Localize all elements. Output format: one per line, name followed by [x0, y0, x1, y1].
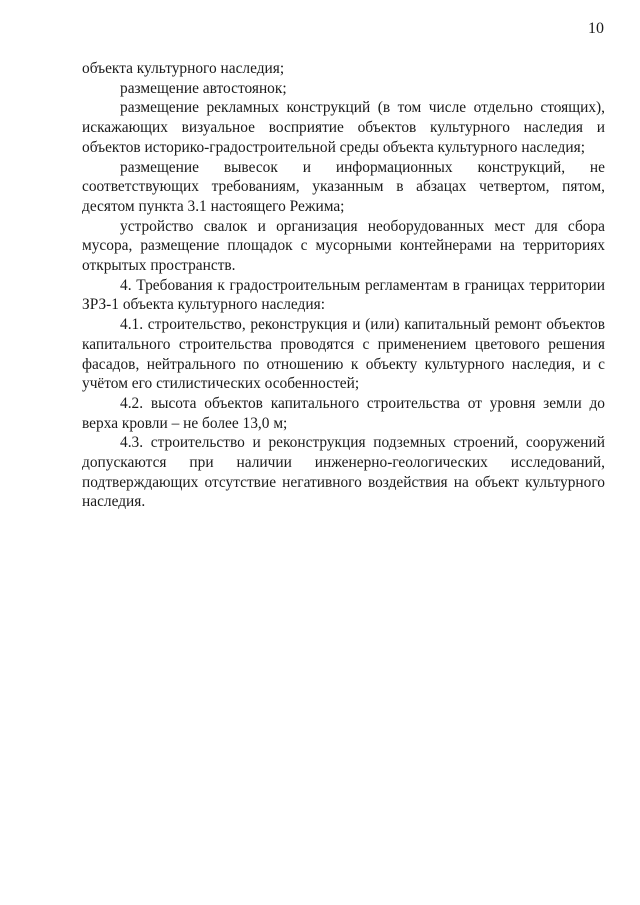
page-number: 10	[588, 20, 604, 37]
paragraph-4-2: 4.2. высота объектов капитального строительства от уровня земли до верха кровли – не более 13,0 м;	[82, 394, 605, 432]
paragraph-advertising: размещение рекламных конструкций (в том числе отдельно стоящих), искажающих визуальное восприятие объектов культурного наследия и объектов историко-градостроительной среды объекта культурного наследия;	[82, 99, 605, 156]
paragraph-dumps: устройство свалок и организация необорудованных мест для сбора мусора, размещение площадок с мусорными контейнерами на территориях открытых пространств.	[82, 217, 605, 275]
paragraph-continuation: объекта культурного наследия;	[82, 60, 285, 77]
paragraph-parking: размещение автостоянок;	[120, 79, 287, 97]
paragraph-4-1: 4.1. строительство, реконструкция и (или) капитальный ремонт объектов капитального строительства проводятся с применением цветового решения фасадов, нейтрального по отношению к объекту культурного наследия, и с учётом его стилистических особенностей;	[82, 316, 605, 393]
paragraph-section-4: 4. Требования к градостроительным регламентам в границах территории ЗРЗ-1 объекта культурного наследия:	[82, 276, 605, 314]
paragraph-signs: размещение вывесок и информационных конструкций, не соответствующих требованиям, указанным в абзацах четвертом, пятом, десятом пункта 3.1 настоящего Режима;	[82, 158, 605, 215]
document-body	[82, 59, 605, 512]
paragraph-4-3: 4.3. строительство и реконструкция подземных строений, сооружений допускаются при наличии инженерно-геологических исследований, подтверждающих отсутствие негативного воздействия на объект культурного наследия.	[82, 434, 605, 511]
